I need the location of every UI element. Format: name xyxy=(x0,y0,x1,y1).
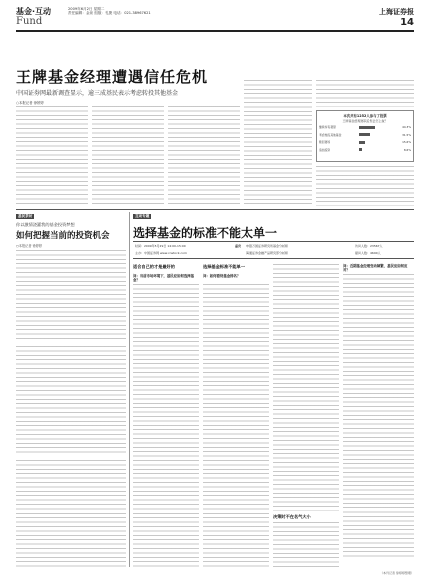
main-byline: ○本报记者 徐婷婷 xyxy=(16,101,44,105)
left-story-body-2 xyxy=(16,346,126,456)
section-english-name: Fund xyxy=(16,16,43,27)
survey-question: 王牌基金经理离职后您会怎么做？ xyxy=(342,119,388,123)
right-body-col-3 xyxy=(273,264,339,511)
section-divider xyxy=(16,209,414,210)
chat-visits: 访问人数：23567人 xyxy=(355,244,383,248)
survey-row-value: 31.5% xyxy=(402,132,411,137)
survey-results-box xyxy=(316,110,414,162)
chat-host-site: 主办：中国证券网 www.cnstock.com xyxy=(135,251,187,255)
survey-bar-track xyxy=(359,141,395,144)
left-story-body-1 xyxy=(16,250,126,342)
article-column-6 xyxy=(316,166,414,206)
right-story-headline: 选择基金的标准不能太单一 xyxy=(133,226,278,240)
left-story-body-3 xyxy=(16,460,126,567)
page-number: 14 xyxy=(400,17,414,28)
section-title: 基金·互动 xyxy=(16,7,52,16)
survey-row xyxy=(319,147,411,154)
right-body-col-3b xyxy=(273,522,339,567)
survey-row-label: 追加投资 xyxy=(319,147,331,152)
subhead-3: 决策时不在名气大小 xyxy=(273,514,311,519)
survey-row xyxy=(319,124,411,131)
survey-bar-track xyxy=(359,133,395,136)
survey-bar xyxy=(359,141,365,144)
survey-row xyxy=(319,139,411,146)
subhead-2: 选择基金标准不能单一 xyxy=(203,264,245,269)
question-2: 问：如何看待基金排名？ xyxy=(203,274,241,278)
survey-row-label: 赎回离场 xyxy=(319,140,331,145)
left-story-tag: 基民茶坊 xyxy=(18,214,33,218)
paper-logo: 上海证券报 xyxy=(379,7,414,16)
main-headline: 王牌基金经理遭遇信任危机 xyxy=(16,68,209,86)
dateline-editors: 责任编辑：金泉 组版：孔捷 电话：021-38967621 xyxy=(68,11,151,16)
chat-info-box xyxy=(133,241,414,259)
survey-title: 本次共有1252人参与了投票 xyxy=(343,114,387,118)
question-1: 问：当前市场环境下，基民应如何选择基金？ xyxy=(133,274,195,283)
right-body-col-1 xyxy=(133,284,199,567)
main-subheadline: 中国证券网最新调查显示，逾三成基民表示考虑转投其他基金 xyxy=(16,90,179,97)
survey-bar xyxy=(359,133,370,136)
left-story-byline: ○本报记者 徐婷婷 xyxy=(16,244,43,248)
article-column-1 xyxy=(16,106,88,206)
chat-guest-2: 海通证券金融产品研究部分析师 xyxy=(246,251,289,255)
survey-row-label: 考虑转投其他基金 xyxy=(319,132,342,137)
article-column-2 xyxy=(92,106,164,206)
survey-row-value: 8.6% xyxy=(403,147,411,152)
right-body-col-2 xyxy=(203,284,269,567)
article-credit: （本刊记者 徐婷婷整理） xyxy=(380,571,414,575)
survey-row-label: 继续持有观望 xyxy=(319,125,336,130)
chat-guest-1: 申银万国证券研究所基金分析师 xyxy=(246,244,289,248)
article-column-3 xyxy=(168,106,240,206)
survey-row xyxy=(319,132,411,139)
left-story-headline: 如何把握当前的投资机会 xyxy=(16,231,110,241)
chat-guests-label: 嘉宾 xyxy=(235,244,242,248)
survey-bar xyxy=(359,148,362,151)
survey-row-value: 15.6% xyxy=(402,140,411,145)
chat-posts: 提问人数：4690人 xyxy=(355,251,381,255)
left-story-kicker: 你以激情浇灌我的基金投资梦想 xyxy=(16,222,75,227)
survey-bar-track xyxy=(359,148,395,151)
header-rule xyxy=(16,30,414,32)
masthead xyxy=(16,6,414,58)
dateline xyxy=(68,7,238,15)
article-column-4 xyxy=(244,80,312,206)
survey-bar-track xyxy=(359,126,395,129)
article-column-5 xyxy=(316,80,414,107)
dateline-date: 2009年6月2日 星期二 xyxy=(68,7,105,11)
survey-row-value: 44.3% xyxy=(402,125,411,130)
survey-bar xyxy=(359,126,375,129)
right-body-col-4 xyxy=(343,274,414,560)
column-divider xyxy=(129,212,130,567)
right-story-tag: 互动专题 xyxy=(135,214,150,218)
survey-rows xyxy=(319,124,411,153)
question-3: 问：近期基金经理变动频繁，基民应如何应对？ xyxy=(343,264,408,273)
subhead-1: 适合自己的才是最好的 xyxy=(133,264,175,269)
chat-time: 时间：2009年5月29日 14:00-15:00 xyxy=(135,244,186,248)
